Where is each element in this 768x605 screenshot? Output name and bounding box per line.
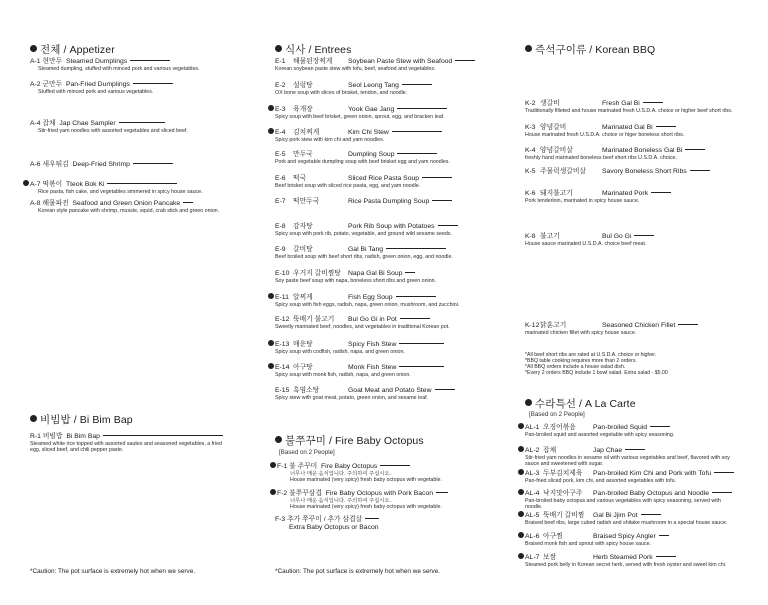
spicy-icon	[268, 293, 274, 299]
menu-item: E-13 매운탕 Spicy Fish Stew Spicy soup with codfish, radish, napa, and green onion.	[268, 340, 490, 355]
menu-item: AL-5 뚝배기 갈비찜 Gal Bi Jjim Pot Braised beef ribs, large cubed radish and shitake mushroom in a special house sauce.	[518, 511, 735, 526]
menu-item: E-10 우거지 갈비찜탕 Napa Gal Bi Soup Soy paste beef soup with napa, boneless short ribs and green onion.	[275, 270, 437, 284]
spicy-icon	[268, 105, 274, 111]
caution-note: *Caution: The pot surface is extremely hot when we serve.	[30, 568, 196, 575]
spicy-icon	[23, 180, 29, 186]
menu-item: F-2 불쭈꾸삼겹 Fire Baby Octopus with Pork Bacon 너무나 매운 음식입니다. 주의하여 주십시오. House marinated (very spicy) fresh baby octopus with vegetable.	[270, 489, 448, 510]
appetizer-heading: 전체 / Appetizer	[30, 42, 115, 57]
menu-item: A-8 해물파전 Seafood and Green Onion Pancake Korean style pancake with shrimp, mussle, squid, crab stick and green onion.	[30, 200, 220, 214]
menu-item: K-6 돼지불고기 Marinated Pork Pork tenderloin, marinated in spicy house sauce.	[525, 190, 735, 204]
spicy-icon	[518, 423, 524, 429]
spicy-icon	[518, 532, 524, 538]
spicy-icon	[270, 462, 276, 468]
spicy-icon	[518, 489, 524, 495]
menu-item: K-8 불고기 Bul Go Gi House sauce marinated U.S.D.A. choice beef meat.	[525, 233, 735, 247]
alacarte-heading: 수라특선 / A La Carte	[525, 396, 636, 411]
menu-item: A-4 잡채 Jap Chae Sampler Stir-fried yam noodles with assorted vegetables and sliced beef.	[30, 120, 188, 134]
spicy-icon	[518, 469, 524, 475]
menu-item: F-1 불 주꾸미 Fire Baby Octopus 너무나 매운 음식입니다. 주의하여 주십시오. House marinated (very spicy) fresh baby octopus with vegetable.	[270, 462, 442, 483]
octopus-subtitle: [Based on 2 People]	[279, 449, 335, 456]
menu-item: E-12 뚝배기 불고기 Bul Go Gi in Pot Sweetly marinated beef, noodles, and vegetables in traditional Korean pot.	[275, 316, 450, 330]
spicy-icon	[268, 340, 274, 346]
menu-item: AL-1 오징어볶음 Pan-broiled Squid Pan-broiled squid and assorted vegetable with spicy seasoning.	[518, 423, 735, 438]
menu-item: K-3 양념갈비 Marinated Gal Bi House marinated fresh U.S.D.A. choice or higer boneless short ribs.	[525, 124, 685, 138]
alacarte-subtitle: [Based on 2 People]	[529, 411, 585, 418]
menu-item: K-5 주물럭생갈비살 Savory Boneless Short Ribs	[525, 168, 710, 176]
bullet-icon	[30, 415, 37, 422]
spicy-icon	[518, 511, 524, 517]
caution-note-2: *Caution: The pot surface is extremely hot when we serve.	[275, 568, 441, 575]
menu-item: E-5 만두국 Dumpling Soup Pork and vegetable dumpling soup with beef brisket egg and yam noodles.	[275, 151, 450, 165]
menu-item: E-2 설렁탕 Seol Leong Tang OX bone soup with slices of brisket, tendon, and noodle.	[275, 82, 490, 96]
spicy-icon	[518, 446, 524, 452]
menu-item: A-2 군만두 Pan-Fried Dumplings Stuffed with minced pork and various vegetables.	[30, 81, 173, 95]
menu-item: K-2 생갈비 Fresh Gal Bi Traditionally filleted and house marinated fresh U.S.D.A. choice or higher beef short ribs.	[525, 100, 733, 114]
menu-item: AL-2 잡채 Jap Chae Stir-fried yam noodles in sesame oil with various vegetables and beef, flavored with soy sauce and sweetened with sugar.	[518, 446, 735, 467]
spicy-icon	[268, 363, 274, 369]
menu-item: AL-3 두부김치제육 Pan-broiled Kim Chi and Pork with Tofu Pan-fried sliced pork, kim chi, and assorted vegetables with tofu.	[518, 469, 735, 484]
spicy-icon	[270, 489, 276, 495]
menu-item: E-9 갈비탕 Gal Bi Tang Beef broiled soup with beef short ribs, radish, green onion, egg, and noodle.	[275, 246, 453, 260]
menu-item: E-4 김치찌게 Kim Chi Stew Spicy pork stew with kim chi and yam noodles.	[268, 128, 490, 143]
menu-item: K-12닭훈고기 Seasoned Chicken Fillet marinated chicken fillet with spicy house sauce.	[525, 322, 735, 336]
bullet-icon	[275, 436, 282, 443]
menu-item: AL-6 아구찜 Braised Spicy Angler Braised monk fish and sprout with spicy house sauce.	[518, 532, 735, 547]
menu-item: E-6 떡국 Sliced Rice Pasta Soup Beef brisket soup with sliced rice pasta, egg, and yam noodle.	[275, 175, 490, 189]
spicy-icon	[268, 128, 274, 134]
menu-item: K-4 양념갈비살 Marinated Boneless Gal Bi freshly hand marinated boneless beef short ribs U.S.D.A. choice.	[525, 147, 735, 161]
menu-item: E-14 아구탕 Monk Fish Stew Spicy soup with monk fish, radish, napa, and green onion.	[268, 363, 490, 378]
menu-item: A-6 새우튀김 Deep-Fried Shrimp	[30, 161, 173, 169]
entrees-heading: 식사 / Entrees	[275, 42, 351, 57]
spicy-icon	[518, 553, 524, 559]
bbq-heading: 즉석구이류 / Korean BBQ	[525, 42, 655, 57]
menu-item: F-3 추가 쭈꾸미 / 추가 삼겹살 Extra Baby Octopus or Bacon	[275, 516, 379, 531]
bbq-notes: *All beef short ribs are rated at U.S.D.A. choice or higher. *BBQ table cooking requires more than 2 orders. *All BBQ orders include a house salad dish. *Every 2 orders BBQ include 1 bowl salad. Extra salad - $5.00	[525, 352, 668, 376]
menu-item: E-11 알찌게 Fish Egg Soup Spicy soup with fish eggs, radish, napa, green onion, mushroom, and zucchini.	[268, 293, 490, 308]
menu-item: A-7 떡볶이 Tteok Bok Ki Rice pasta, fish cake, and vegetables simmered in spicy house sauce.	[23, 180, 203, 195]
menu-item: R-1 비빔밥 Bi Bim Bap Steamed white rice topped with assorted sautes and seasoned vegetables, a fried egg, sliced beef, and chili pepper paste.	[30, 433, 222, 454]
bibimbap-heading: 비빔밥 / Bi Bim Bap	[30, 412, 133, 427]
menu-item: E-7 떡만두국 Rice Pasta Dumpling Soup	[275, 198, 452, 206]
bullet-icon	[30, 45, 37, 52]
menu-item: AL-7 보쌈 Herb Steamed Pork Steamed pork belly in Korean secret herb, served with fresh oyster and sweet kim chi.	[518, 553, 735, 568]
menu-item: E-3 육개장 Yook Gae Jang Spicy soup with beef brisket, green onion, sprout, egg, and bracken leaf.	[268, 105, 490, 120]
octopus-heading: 불쭈꾸미 / Fire Baby Octopus	[275, 433, 424, 448]
menu-item: E-15 흑염소탕 Goat Meat and Potato Stew Spicy stew with goat meat, potato, green onion, and sesame leaf.	[275, 387, 490, 401]
menu-item: A-1 현만두 Steamed Dumplings Steamed dumpling, stuffed with minced pork and various vegetables.	[30, 58, 200, 72]
bullet-icon	[525, 45, 532, 52]
menu-item: E-1 해물된장찌게 Soybean Paste Stew with Seafood Korean soybean paste stew with tofu, beef, seafood and vegetables.	[275, 58, 490, 72]
menu-item: AL-4 낙지맛아구주 Pan-broiled Baby Octopus and Noodle Pan-broiled baby octopus and various vegetables with spicy seasoning, served with noodle.	[518, 489, 735, 510]
menu-item: E-8 감자탕 Pork Rib Soup with Potatoes Spicy soup with pork rib, potato, vegetable, and ground wild sesame seeds.	[275, 223, 490, 237]
bullet-icon	[275, 45, 282, 52]
bullet-icon	[525, 399, 532, 406]
